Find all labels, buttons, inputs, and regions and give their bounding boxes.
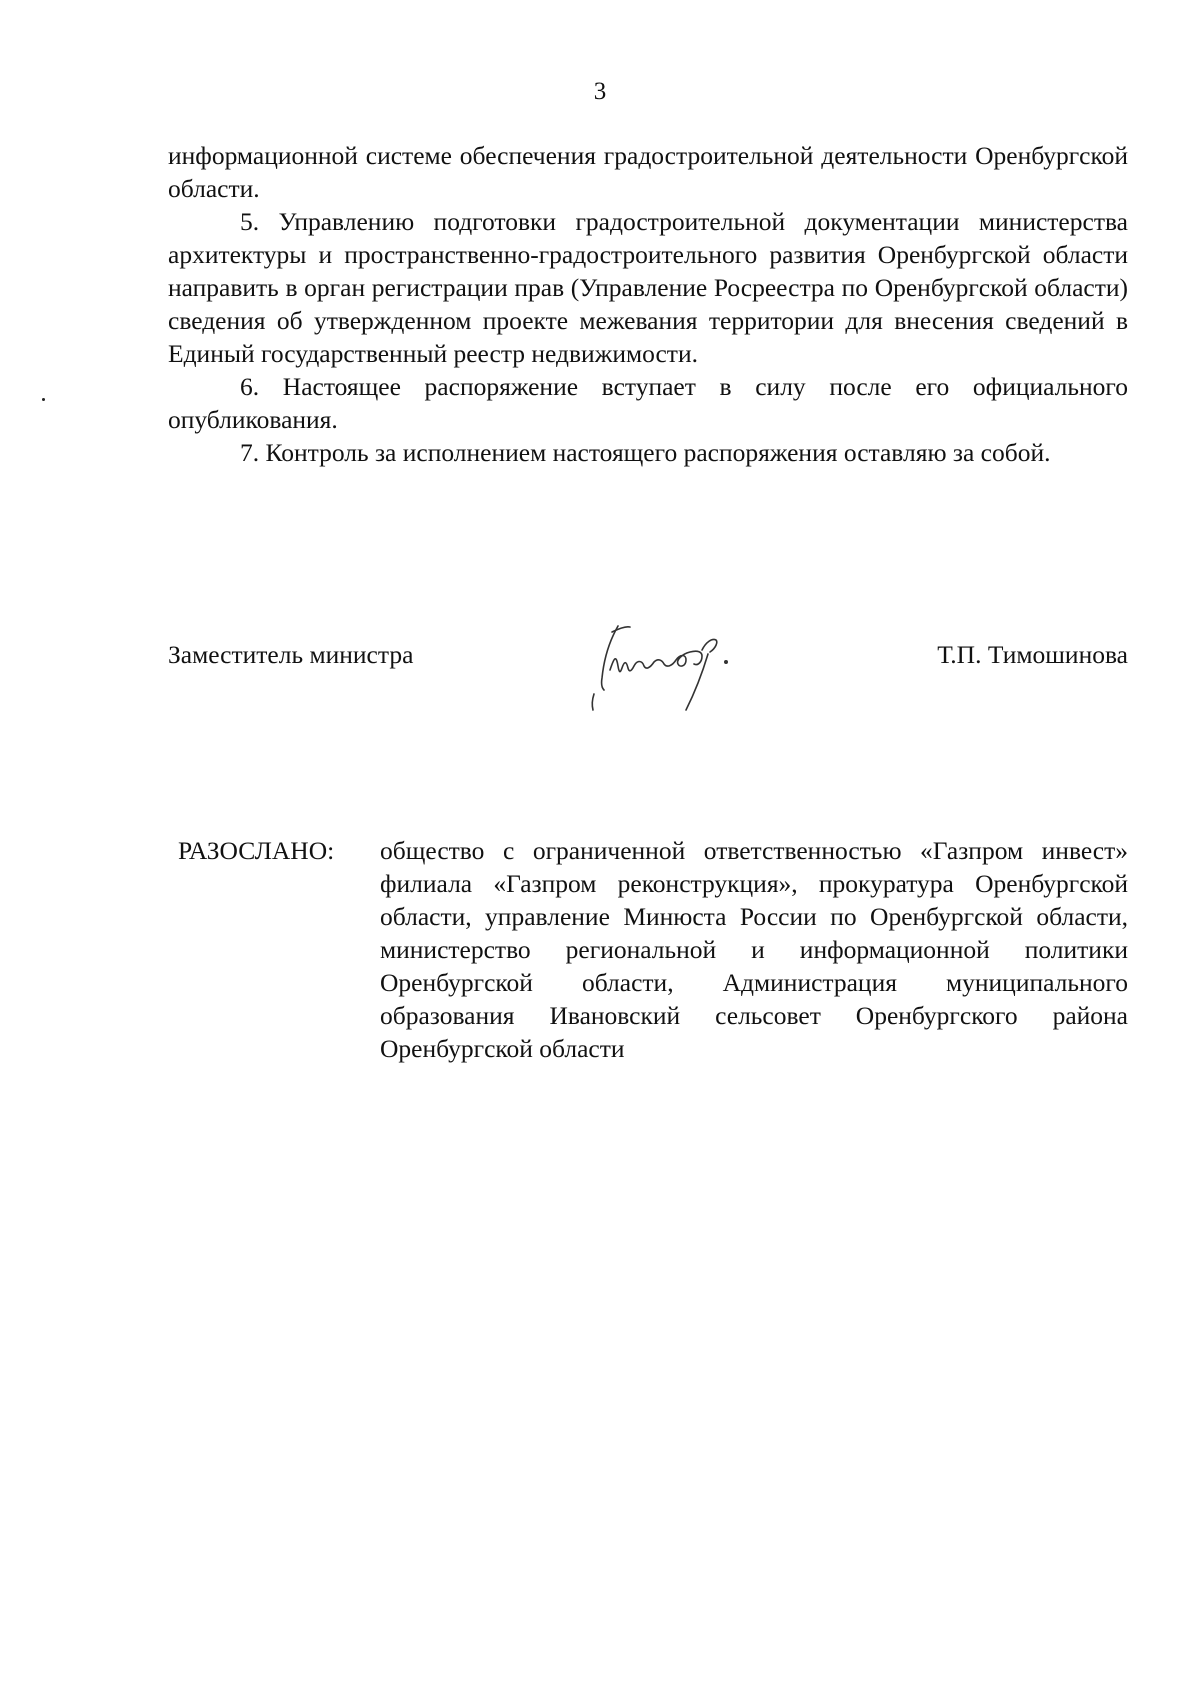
paragraph-continuation: информационной системе обеспечения градостроительной деятельности Оренбургской области.: [168, 141, 1128, 203]
document-body: [168, 139, 1128, 469]
signer-title: Заместитель министра: [168, 640, 414, 669]
page-number: 3: [593, 78, 607, 105]
paragraph-item-7: 7. Контроль за исполнением настоящего распоряжения оставляю за собой.: [240, 438, 1051, 467]
paragraph-item-6: 6. Настоящее распоряжение вступает в силу после его официального опубликования.: [168, 372, 1128, 434]
distribution-label: РАЗОСЛАНО:: [178, 836, 335, 865]
handwritten-signature: [590, 618, 770, 728]
paragraph-item-5: 5. Управлению подготовки градостроительной документации министерства архитектуры и пространственно-градостроительного развития Оренбургской области направить в орган регистрации прав (Управление Росреестра по Оренбургской области) сведения об утвержденном проекте межевания территории для внесения сведений в Единый государственный реестр недвижимости.: [168, 207, 1128, 368]
distribution-recipients: общество с ограниченной ответственностью «Газпром инвест» филиала «Газпром реконструкция», прокуратура Оренбургской области, управление Минюста России по Оренбургской области, министерство региональной и информационной политики Оренбургской области, Администрация муниципального образования Ивановский сельсовет Оренбургского района Оренбургской области: [380, 836, 1128, 1063]
signer-name: Т.П. Тимошинова: [937, 640, 1128, 669]
scan-speck: [42, 398, 45, 401]
